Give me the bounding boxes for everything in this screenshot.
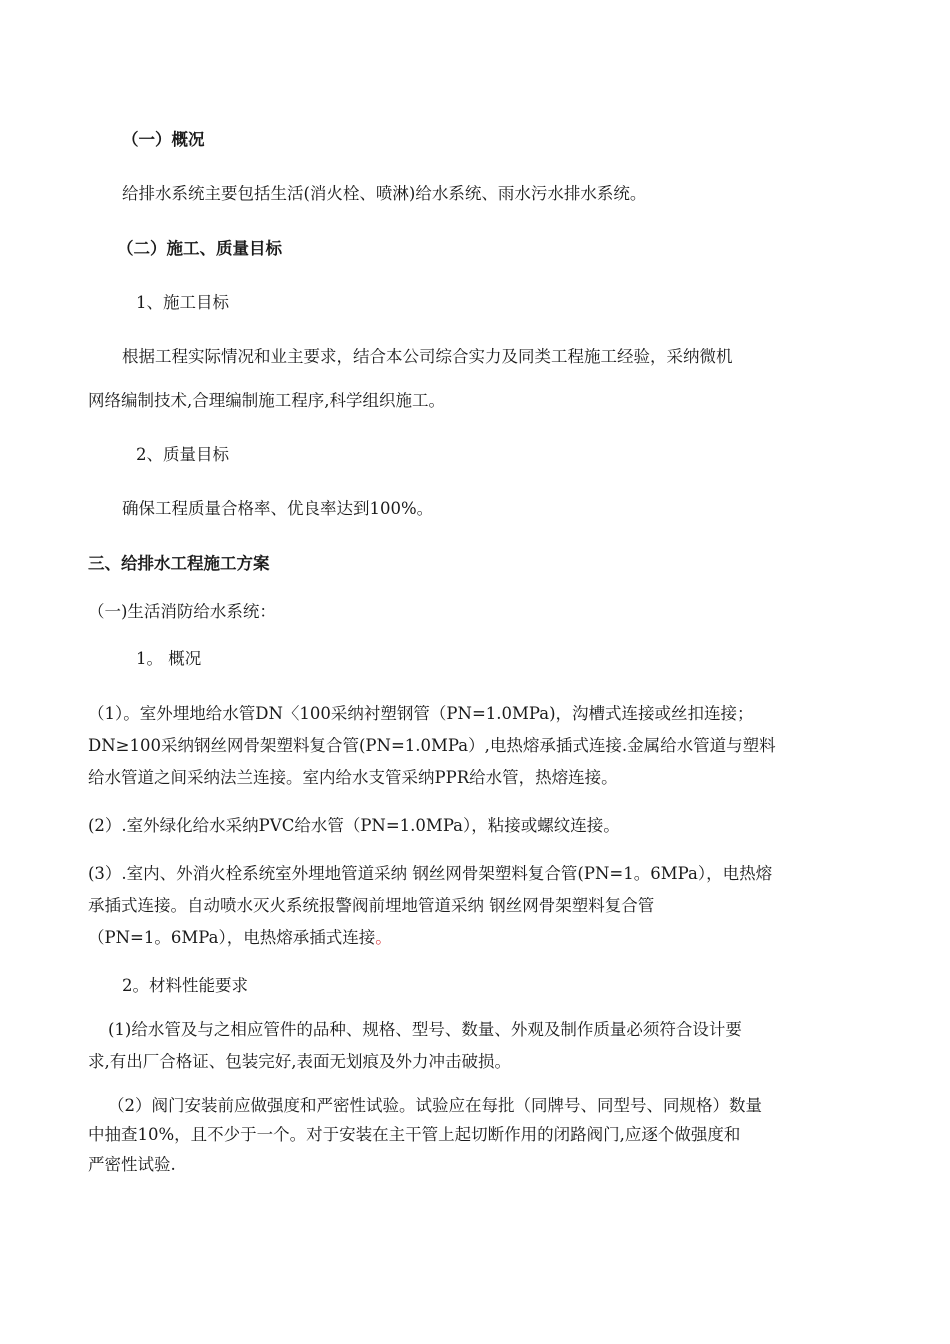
heading-goals: （二）施工、质量目标 [117, 239, 282, 258]
material-2-line-1: （2）阀门安装前应做强度和严密性试验。试验应在每批（同牌号、同型号、同规格）数量 [108, 1096, 762, 1115]
sub-heading-water-supply: （一)生活消防给水系统： [88, 602, 276, 621]
paragraph-3-line-2: 承插式连接。自动喷水灭火系统报警阀前埋地管道采纳 钢丝网骨架塑料复合管 [88, 896, 655, 915]
paragraph-1-line-2: DN≥100采纳钢丝网骨架塑料复合管(PN=1.0MPa）,电热熔承插式连接.金属给水管道与塑料 [88, 736, 776, 755]
overview-body: 给排水系统主要包括生活(消火栓、喷淋)给水系统、雨水污水排水系统。 [122, 184, 647, 203]
material-1-line-1: (1)给水管及与之相应管件的品种、规格、型号、数量、外观及制作质量必须符合设计要 [108, 1020, 742, 1039]
paragraph-3-end-mark: 。 [375, 928, 392, 947]
construction-goal-line-1: 根据工程实际情况和业主要求，结合本公司综合实力及同类工程施工经验，采纳微机 [122, 347, 733, 366]
material-2-line-3: 严密性试验. [88, 1155, 176, 1174]
material-title: 2。材料性能要求 [122, 976, 248, 995]
material-1-line-2: 求,有出厂合格证、包装完好,表面无划痕及外力冲击破损。 [88, 1052, 511, 1071]
material-2-line-2: 中抽查10%，且不少于一个。对于安装在主干管上起切断作用的闭路阀门,应逐个做强度和 [88, 1125, 741, 1144]
heading-plan: 三、给排水工程施工方案 [88, 554, 270, 573]
paragraph-1-line-3: 给水管道之间采纳法兰连接。室内给水支管采纳PPR给水管，热熔连接。 [88, 768, 618, 787]
construction-goal-line-2: 网络编制技术,合理编制施工程序,科学组织施工。 [88, 391, 445, 410]
construction-goal-title: 1、施工目标 [136, 293, 229, 312]
paragraph-1-line-1: （1）。室外埋地给水管DN〈100采纳衬塑钢管（PN=1.0MPa)，沟槽式连接或丝扣连接； [88, 704, 754, 723]
quality-goal-body: 确保工程质量合格率、优良率达到100%。 [122, 499, 434, 518]
heading-overview: （一）概况 [122, 130, 205, 149]
quality-goal-title: 2、质量目标 [136, 445, 229, 464]
paragraph-3-line-3 [88, 930, 392, 947]
paragraph-3-line-3-text: （PN=1。6MPa），电热熔承插式连接 [88, 928, 376, 947]
overview-title: 1。 概况 [136, 649, 202, 668]
paragraph-2-line-1: (2）.室外绿化给水采纳PVC给水管（PN=1.0MPa），粘接或螺纹连接。 [88, 816, 620, 835]
paragraph-3-line-1: (3）.室内、外消火栓系统室外埋地管道采纳 钢丝网骨架塑料复合管(PN=1。6MPa），电热熔 [88, 864, 773, 883]
